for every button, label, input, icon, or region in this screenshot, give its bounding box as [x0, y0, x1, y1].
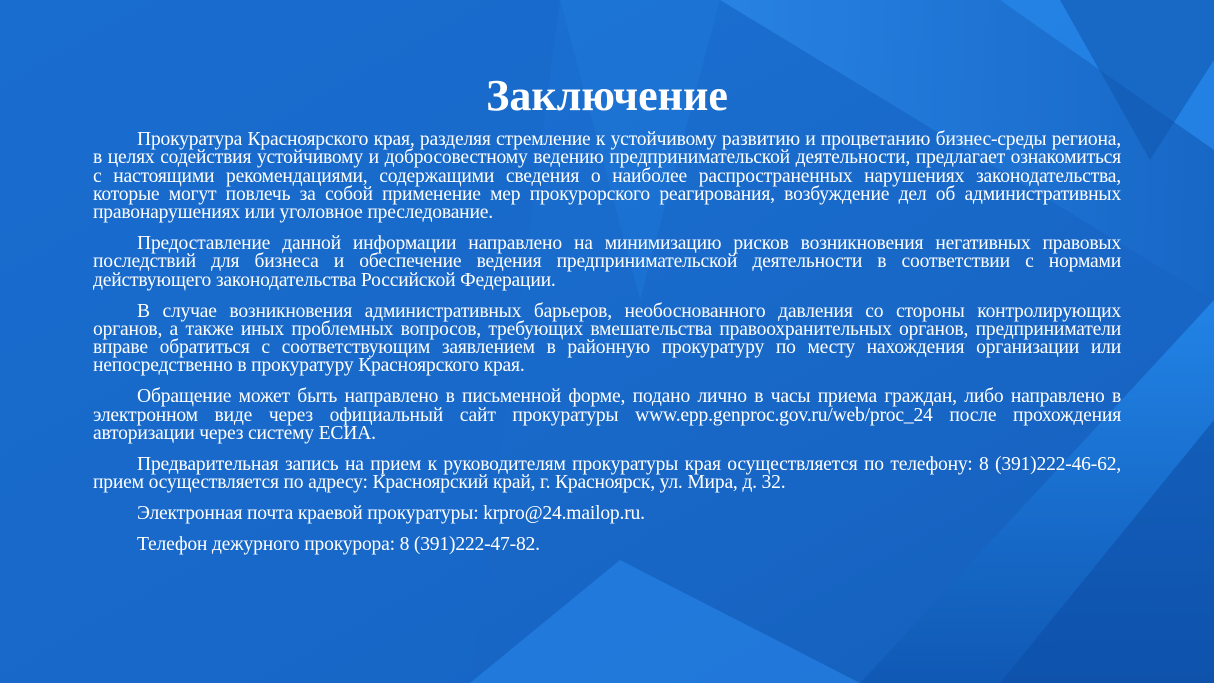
paragraph-duty-phone: Телефон дежурного прокурора: 8 (391)222-47-82.	[137, 533, 540, 555]
slide-body	[93, 131, 1121, 567]
paragraph-intro: Прокуратура Красноярского края, разделяя стремление к устойчивому развитию и процветанию бизнес-среды региона, в целях содействия устойчивому и добросовестному ведению предпринимательской деятельности, предлагает ознакомиться с настоящими рекомендациями, содержащими сведения о наиболее распространенных нарушениях законодательства, которые могут повлечь за собой применение мер прокурорского реагирования, возбуждение дел об административных правонарушениях или уголовное преследование.	[93, 129, 1121, 224]
paragraph-reception: Предварительная запись на прием к руководителям прокуратуры края осуществляется по телефону: 8 (391)222-46-62, прием осуществляется по адресу: Красноярский край, г. Красноярск, ул. Мира, д. 32.	[93, 453, 1121, 494]
paragraph-purpose: Предоставление данной информации направлено на минимизацию рисков возникновения негативных правовых последствий для бизнеса и обеспечение ведения предпринимательской деятельности в соответствии с нормами действующего законодательства Российской Федерации.	[93, 233, 1121, 291]
paragraph-appeal-methods: Обращение может быть направлено в письменной форме, подано лично в часы приема граждан, либо направлено в электронном виде через официальный сайт прокуратуры www.epp.genproc.gov.ru/web/proc_24 после прохождения авторизации через систему ЕСИА.	[93, 386, 1121, 444]
slide-title: Заключение	[486, 71, 728, 121]
paragraph-appeal-right: В случае возникновения административных барьеров, необоснованного давления со стороны контролирующих органов, а также иных проблемных вопросов, требующих вмешательства правоохранительных органов, предприниматели вправе обратиться с соответствующим заявлением в районную прокуратуру по месту нахождения организации или непосредственно в прокуратуру Красноярского края.	[93, 300, 1121, 377]
paragraph-email: Электронная почта краевой прокуратуры: krpro@24.mailop.ru.	[137, 503, 645, 525]
